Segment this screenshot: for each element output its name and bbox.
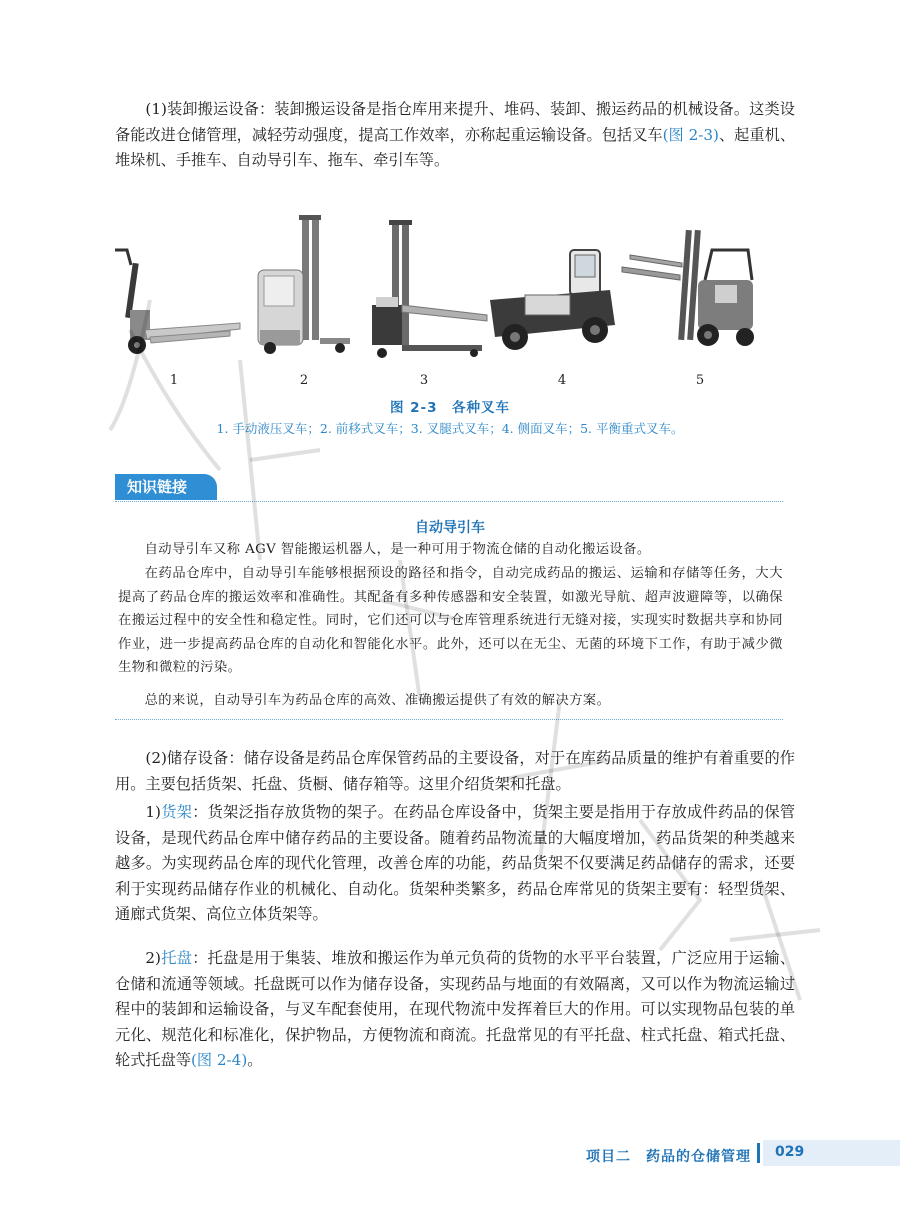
paragraph-text: ：托盘是用于集装、堆放和搬运作为单元负荷的货物的水平平台装置，广泛应用于运输、仓储和流通等领域。托盘既可以作为储存设备，实现药品与地面的有效隔离，又可以作为物流运输过程中的装卸和运输设备，与叉车配套使用，在现代物流中发挥着巨大的作用。可以实现物品包装的单元化、规范化和标准化，保护物品，方便物流和商流。托盘常见的有平托盘、柱式托盘、箱式托盘、轮式托盘等	[115, 949, 796, 1069]
list-prefix: 1)	[145, 803, 161, 821]
figure-number-5: 5	[695, 373, 705, 388]
page-number-box	[763, 1140, 900, 1166]
paragraph-handling-equipment	[115, 97, 795, 174]
paragraph-storage-equipment: (2)储存设备：储存设备是药品仓库保管药品的主要设备，对于在库药品质量的维护有着重要的作用。主要包括货架、托盘、货橱、储存箱等。这里介绍货架和托盘。	[115, 749, 795, 793]
figure-reference-link[interactable]: (图 2-3)	[662, 125, 719, 144]
knowledge-link-label: 知识链接	[115, 474, 217, 500]
figure-reference-link[interactable]: (图 2-4)	[190, 1051, 248, 1069]
figure-number-1: 1	[169, 373, 179, 388]
figure-caption: 1. 手动液压叉车；2. 前移式叉车；3. 叉腿式叉车；4. 侧面叉车；5. 平衡重式叉车。	[216, 421, 684, 436]
figure-number-4: 4	[557, 373, 567, 388]
side-loader-forklift-image	[485, 245, 620, 365]
running-footer-title: 项目二 药品的仓储管理	[586, 1149, 751, 1165]
forklift-figure	[100, 205, 740, 390]
knowledge-title: 自动导引车	[415, 520, 485, 536]
straddle-forklift-image	[362, 215, 502, 360]
term-pallet-link[interactable]: 托盘	[160, 949, 193, 967]
paragraph-text: (1)装卸搬运设备：装卸搬运设备是指仓库用来提升、堆码、装卸、搬运药品的机械设备。这类设备能改进仓储管理，减轻劳动强度，提高工作效率，亦称起重运输设备。包括叉车	[115, 100, 795, 144]
figure-number-3: 3	[419, 373, 429, 388]
reach-truck-image	[250, 210, 370, 360]
figure-number-2: 2	[299, 373, 309, 388]
knowledge-bottom-divider	[115, 719, 783, 720]
paragraph-pallet	[115, 946, 795, 1074]
paragraph-text: 、起重机、堆垛机、手推车、自动导引车、拖车、牵引车等。	[115, 125, 796, 169]
term-shelf-link[interactable]: 货架	[160, 803, 193, 821]
paragraph-shelf	[115, 800, 795, 928]
counterbalance-forklift-image	[620, 225, 760, 355]
knowledge-paragraph-1: 自动导引车又称 AGV 智能搬运机器人，是一种可用于物流仓储的自动化搬运设备。	[144, 542, 651, 557]
knowledge-paragraph-2: 在药品仓库中，自动导引车能够根据预设的路径和指令，自动完成药品的搬运、运输和存储等任务，大大提高了药品仓库的搬运效率和准确性。其配备有多种传感器和安全装置，如激光导航、超声波避障等，以确保在搬运过程中的安全性和稳定性。同时，它们还可以与仓库管理系统进行无缝对接，实现实时数据共享和协同作业，进一步提高药品仓库的自动化和智能化水平。此外，还可以在无尘、无菌的环境下工作，有助于减少微生物和微粒的污染。	[118, 566, 783, 675]
list-prefix: 2)	[145, 949, 161, 967]
hand-pallet-truck-image	[105, 235, 245, 365]
knowledge-top-divider	[115, 501, 783, 502]
figure-title: 图 2-3 各种叉车	[389, 400, 511, 416]
knowledge-paragraph-3: 总的来说，自动导引车为药品仓库的高效、准确搬运提供了有效的解决方案。	[144, 693, 611, 708]
footer-separator	[757, 1143, 760, 1163]
page-number: 029	[775, 1144, 805, 1160]
paragraph-text: 。	[247, 1051, 263, 1069]
paragraph-text: ：货架泛指存放货物的架子。在药品仓库设备中，货架主要是指用于存放成件药品的保管设备，是现代药品仓库中储存药品的主要设备。随着药品物流量的大幅度增加，药品货架的种类越来越多。为实现药品仓库的现代化管理，改善仓库的功能，药品货架不仅要满足药品储存的需求，还要利于实现药品储存作业的机械化、自动化。货架种类繁多，药品仓库常见的货架主要有：轻型货架、通廊式货架、高位立体货架等。	[115, 803, 796, 923]
